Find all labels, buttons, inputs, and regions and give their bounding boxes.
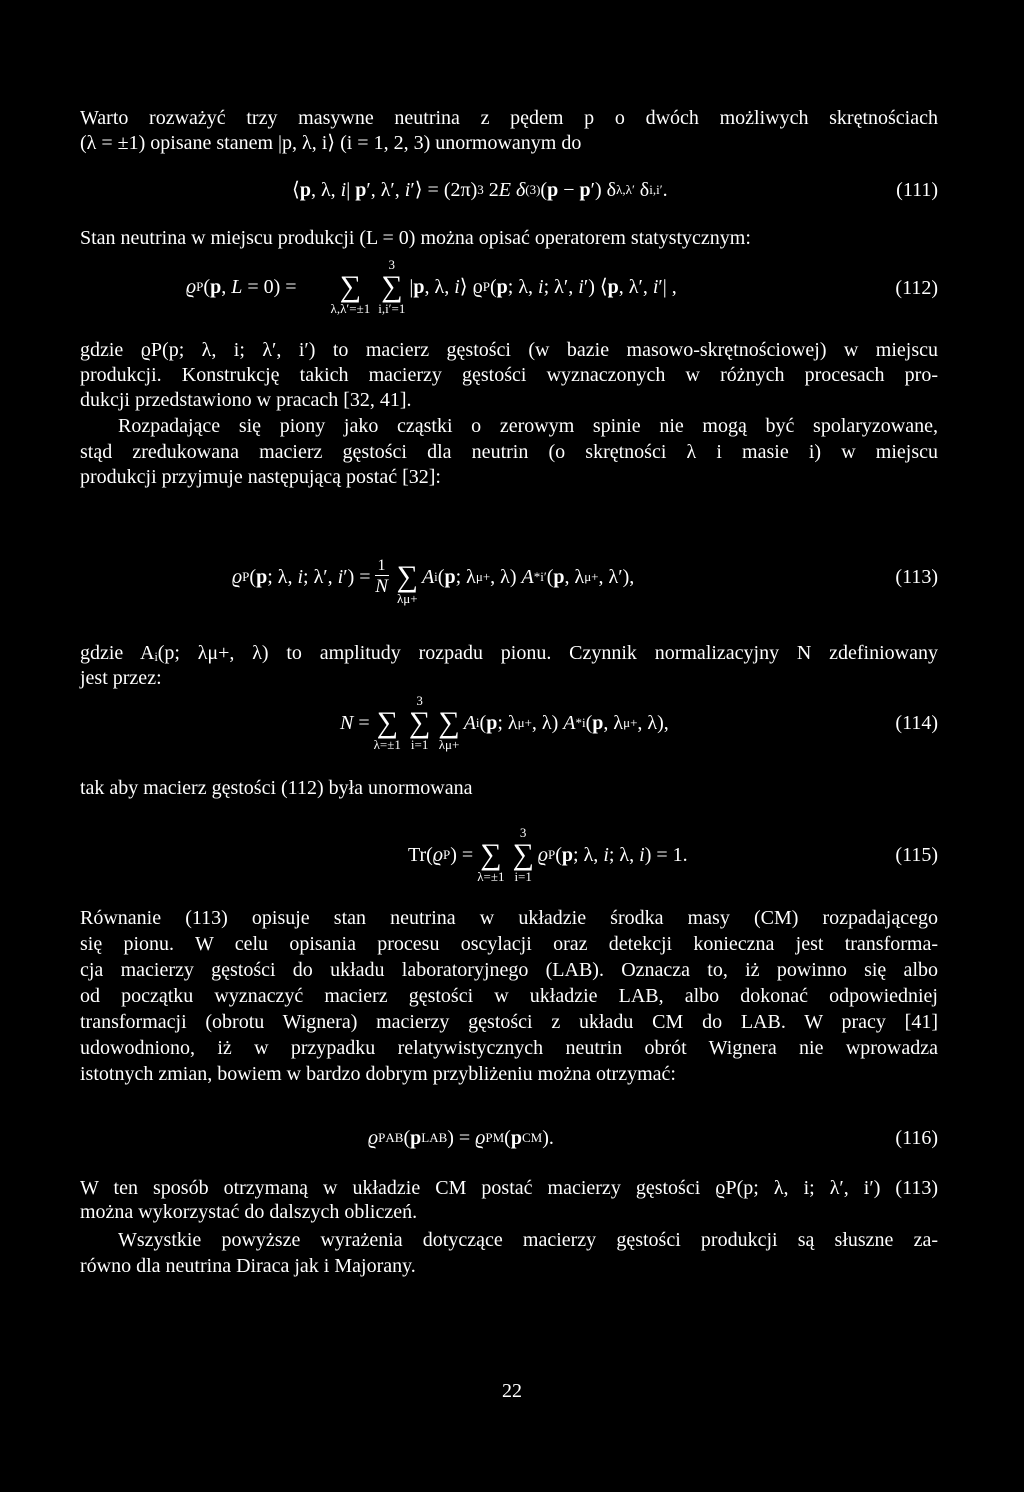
equation-term: ; λ: [455, 566, 476, 588]
equation-term: ′) =: [343, 566, 371, 588]
equation-term: ϱ: [368, 1127, 379, 1149]
summation-symbol: [374, 694, 401, 752]
equation-term: CM: [521, 1130, 543, 1145]
sum-bot: λ=±1: [477, 869, 505, 884]
equation-term: (: [585, 712, 593, 734]
equation-term: M: [492, 1130, 505, 1145]
equation-term: i: [454, 276, 460, 298]
equation-term: i,i′: [649, 182, 663, 197]
equation-term: P: [443, 847, 451, 862]
paragraph-line: gdzie ϱP(p; λ, i; λ′, i′) to macierz gęstości (w bazie masowo-skrętnościowej) w miejscu: [80, 339, 938, 361]
equation-term: *i′: [533, 569, 547, 584]
equation-term: p: [413, 276, 425, 298]
equation-term: L: [231, 276, 243, 298]
equation-term: i: [434, 569, 438, 584]
paragraph-line: jest przez:: [80, 667, 162, 689]
equation-term: ) =: [450, 844, 474, 866]
equation-term: p: [496, 276, 508, 298]
sum-bot: λ=±1: [373, 737, 401, 752]
paragraph-line: istotnych zmian, bowiem w bardzo dobrym przybliżeniu można otrzymać:: [80, 1063, 676, 1085]
paragraph-line: Równanie (113) opisuje stan neutrina w układzie środka masy (CM) rozpadającego: [80, 907, 938, 929]
equation-term: A: [463, 712, 476, 734]
paragraph-line: się pionu. W celu opisania procesu oscylacji oraz detekcji konieczna jest transforma-: [80, 933, 938, 955]
equation-term: =: [353, 712, 370, 734]
paragraph-line: od początku wyznaczyć macierz gęstości w układzie LAB, albo dokonać odpowiedniej: [80, 985, 938, 1007]
equation-term: (: [555, 844, 562, 866]
summation-symbol: [477, 826, 504, 884]
paragraph-line: można wykorzystać do dalszych obliczeń.: [80, 1201, 418, 1223]
equation-term: (: [489, 276, 497, 298]
equation-term: ϱ: [232, 566, 243, 588]
equation-term: ; λ,: [267, 566, 298, 588]
frac-num: 1: [375, 557, 389, 576]
page-number: 22: [502, 1380, 522, 1402]
equation-114: [340, 694, 669, 752]
equation-term: ′) δ: [590, 179, 617, 201]
equation-term: μ+: [475, 569, 491, 584]
summation-symbol: [512, 826, 533, 884]
sum-bot: λ,λ′=±1: [330, 301, 371, 316]
summation-symbol: [378, 258, 405, 316]
equation-term: (: [540, 179, 548, 201]
equation-term: δ: [634, 179, 650, 201]
equation-term: ϱ: [186, 276, 197, 298]
equation-term: ) = 1.: [644, 844, 688, 866]
sum-bot: i=1: [514, 869, 532, 884]
sigma-glyph: ∑: [480, 838, 502, 871]
sum-bot: i=1: [410, 737, 429, 752]
equation-term: i: [652, 276, 659, 298]
summation-symbol: [397, 548, 418, 606]
equation-term: , λ: [564, 566, 585, 588]
equation-term: p: [486, 712, 498, 734]
equation-term: |: [346, 179, 356, 201]
equation-term: i: [538, 276, 544, 298]
equation-term: p: [355, 179, 367, 201]
equation-number: (114): [895, 712, 938, 734]
equation-term: A: [563, 712, 576, 734]
equation-term: ; λ,: [507, 276, 539, 298]
equation-term: p: [579, 179, 591, 201]
summation-symbol: [409, 694, 430, 752]
fraction: [375, 557, 389, 598]
equation-term: (: [437, 566, 445, 588]
equation-term: ′⟩ = (2π): [410, 179, 478, 201]
equation-term: , λ: [603, 712, 624, 734]
summation-symbol: [331, 258, 371, 316]
equation-116: [368, 1126, 554, 1150]
equation-term: ; λ′,: [303, 566, 338, 588]
sum-top: 3: [416, 693, 423, 708]
paragraph-line: Warto rozważyć trzy masywne neutrina z pędem p o dwóch możliwych skrętnościach: [80, 107, 938, 129]
equation-term: (: [504, 1127, 511, 1149]
sigma-glyph: ∑: [381, 270, 403, 303]
equation-term: P: [196, 279, 204, 294]
equation-term: λ,λ′: [616, 182, 635, 197]
equation-term: i: [404, 179, 411, 201]
equation-number: (115): [895, 844, 938, 866]
equation-term: μ+: [584, 569, 599, 584]
equation-term: |: [409, 276, 414, 298]
equation-term: p: [256, 566, 268, 588]
equation-term: (: [249, 566, 257, 588]
sum-bot: λμ+: [396, 591, 418, 606]
equation-term: p: [210, 276, 222, 298]
equation-term: 3: [477, 182, 484, 197]
equation-term: p: [547, 179, 559, 201]
sigma-glyph: ∑: [512, 838, 534, 871]
paragraph-line: (λ = ±1) opisane stanem |p, λ, i⟩ (i = 1, 2, 3) unormowanym do: [80, 132, 582, 154]
equation-term: (: [479, 712, 487, 734]
equation-term: ; λ,: [608, 844, 640, 866]
paragraph-line: Wszystkie powyższe wyrażenia dotyczące macierzy gęstości produkcji są słuszne za-: [118, 1229, 938, 1251]
equation-term: ).: [542, 1127, 554, 1149]
equation-term: N: [340, 712, 354, 734]
equation-term: (: [546, 566, 554, 588]
equation-term: p: [444, 566, 456, 588]
equation-term: , λ,: [310, 179, 341, 201]
equation-term: i: [340, 179, 347, 201]
equation-term: p: [607, 276, 619, 298]
paragraph-line: cja macierzy gęstości do układu laboratoryjnego (LAB). Oznacza to, iż powinno się albo: [80, 959, 938, 981]
equation-term: μ+: [517, 715, 532, 730]
equation-term: = 0) =: [242, 276, 297, 298]
equation-term: , λ): [490, 566, 522, 588]
equation-term: AB: [385, 1130, 404, 1145]
equation-term: P: [242, 569, 250, 584]
equation-term: p: [592, 712, 604, 734]
equation-term: i: [297, 566, 304, 588]
equation-number: (111): [896, 179, 938, 201]
equation-term: ϱ: [537, 844, 549, 866]
equation-term: A: [421, 566, 435, 588]
equation-term: ; λ′,: [543, 276, 579, 298]
sigma-glyph: ∑: [376, 706, 398, 739]
equation-term: i: [639, 844, 645, 866]
equation-term: (3): [525, 182, 541, 197]
equation-term: P: [548, 847, 556, 862]
equation-term: p: [553, 566, 565, 588]
equation-number: (113): [895, 566, 938, 588]
summation-symbol: [438, 694, 459, 752]
equation-term: , λ′,: [618, 276, 653, 298]
sigma-glyph: ∑: [396, 560, 418, 593]
equation-111: [292, 178, 668, 202]
equation-term: , λ),: [637, 712, 669, 734]
equation-term: (: [203, 276, 211, 298]
equation-term: i: [578, 276, 584, 298]
equation-term: [297, 275, 327, 299]
equation-term: E δ: [498, 179, 526, 201]
sum-bot: i,i′=1: [378, 301, 406, 316]
equation-number: (116): [895, 1127, 938, 1149]
equation-term: ′| ,: [658, 276, 677, 298]
equation-113: [232, 548, 634, 606]
paragraph-line: udowodniono, iż w przypadku relatywistycznych neutrin obrót Wignera nie wprowadza: [80, 1037, 938, 1059]
equation-term: , λ,: [424, 276, 455, 298]
equation-term: 2: [483, 179, 499, 201]
equation-term: P: [485, 1130, 493, 1145]
paragraph-line: tak aby macierz gęstości (112) była unormowana: [80, 777, 473, 799]
equation-term: ′, λ′,: [366, 179, 405, 201]
equation-term: (: [403, 1127, 411, 1149]
equation-term: ; λ,: [573, 844, 604, 866]
paragraph-line: transformacji (obrotu Wignera) macierzy gęstości z układu CM do LAB. W pracy [41]: [80, 1011, 938, 1033]
equation-term: A: [521, 566, 534, 588]
equation-term: p: [410, 1127, 422, 1149]
equation-term: ; λ: [497, 712, 518, 734]
paragraph-line: Stan neutrina w miejscu produkcji (L = 0) można opisać operatorem statystycznym:: [80, 227, 751, 249]
sigma-glyph: ∑: [339, 270, 362, 303]
equation-115: [408, 826, 688, 884]
equation-term: i: [603, 844, 609, 866]
sum-top: 3: [519, 825, 527, 840]
equation-term: i: [475, 715, 480, 730]
paragraph-line: produkcji. Konstrukcję takich macierzy gęstości wyznaczonych w różnych procesach pro-: [80, 364, 938, 386]
paragraph-line: stąd zredukowana macierz gęstości dla neutrin (o skrętności λ i masie i) w miejscu: [80, 441, 938, 463]
paragraph-line: dukcji przedstawiono w pracach [32, 41].: [80, 389, 412, 411]
equation-term: ,: [221, 276, 232, 298]
equation-term: ′) ⟨: [583, 276, 608, 298]
equation-term: *i: [575, 715, 586, 730]
equation-term: ⟨: [292, 179, 300, 201]
equation-term: ⟩ ϱ: [459, 276, 483, 298]
paragraph-line: produkcji przyjmuje następującą postać [32]:: [80, 466, 441, 488]
equation-term: ϱ: [432, 844, 443, 866]
sigma-glyph: ∑: [408, 706, 431, 739]
paragraph-line: W ten sposób otrzymaną w układzie CM postać macierzy gęstości ϱP(p; λ, i; λ′, i′) (113): [80, 1177, 938, 1199]
paragraph-line: równo dla neutrina Diraca jak i Majorany.: [80, 1255, 416, 1277]
equation-term: p: [299, 179, 311, 201]
equation-112: [186, 258, 677, 316]
equation-term: P: [378, 1130, 386, 1145]
equation-term: p: [510, 1127, 522, 1149]
equation-term: LAB: [421, 1130, 448, 1145]
equation-term: .: [662, 179, 668, 201]
sigma-glyph: ∑: [438, 706, 460, 739]
frac-den: N: [375, 575, 388, 597]
equation-term: , λ′),: [598, 566, 635, 588]
sum-top: 3: [388, 257, 396, 272]
equation-term: i: [337, 566, 344, 588]
equation-term: ) =: [447, 1127, 476, 1149]
equation-number: (112): [895, 277, 938, 299]
sum-bot: λμ+: [438, 737, 460, 752]
paragraph-line: gdzie Aᵢ(p; λμ+, λ) to amplitudy rozpadu pionu. Czynnik normalizacyjny N zdefiniowany: [80, 642, 938, 664]
equation-term: ϱ: [475, 1127, 486, 1149]
equation-term: μ+: [623, 715, 638, 730]
paragraph-line: Rozpadające się piony jako cząstki o zerowym spinie nie mogą być spolaryzowane,: [118, 415, 938, 437]
equation-term: P: [482, 279, 490, 294]
equation-term: −: [558, 179, 580, 201]
equation-term: p: [561, 844, 574, 866]
equation-term: , λ): [531, 712, 564, 734]
equation-term: Tr(: [408, 844, 433, 866]
